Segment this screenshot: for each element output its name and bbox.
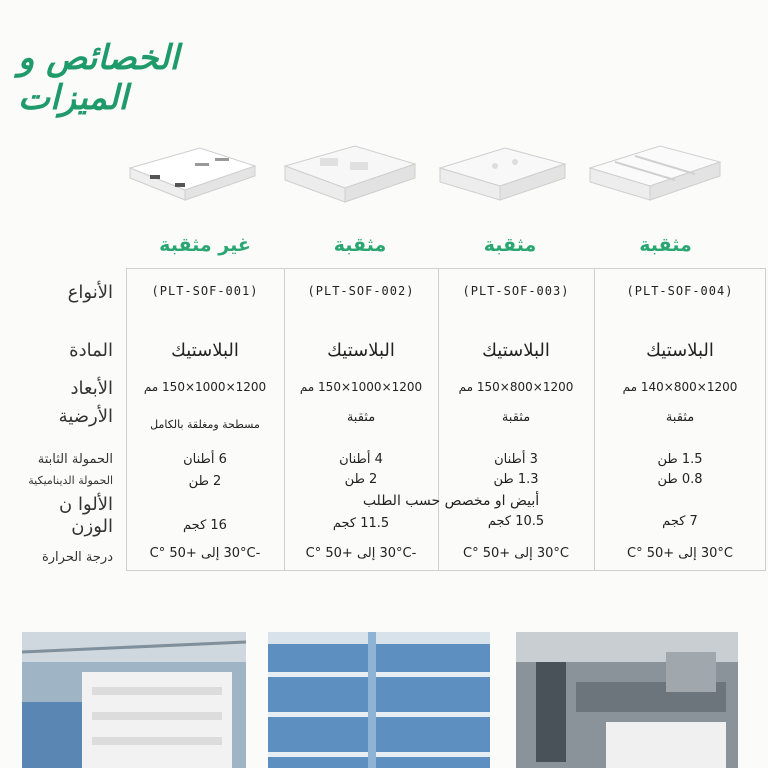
pallet-image-plt-sof-001 bbox=[120, 128, 260, 210]
type-code-003: (PLT-SOF-003) bbox=[462, 284, 570, 298]
row-label-dimensions: الأبعاد bbox=[70, 378, 113, 399]
dynamic-load-002: 2 طن bbox=[344, 472, 378, 487]
dimensions-003: 1200×800×150 مم bbox=[458, 380, 574, 394]
weight-001: 16 كجم bbox=[183, 518, 227, 533]
dynamic-load-003: 1.3 طن bbox=[493, 472, 539, 487]
table-divider bbox=[284, 268, 285, 570]
row-label-material: المادة bbox=[69, 340, 113, 361]
weight-003: 10.5 كجم bbox=[487, 514, 545, 529]
dimensions-001: 1200×1000×150 مم bbox=[143, 380, 267, 394]
material-001: البلاستيك bbox=[171, 340, 239, 361]
type-code-002: (PLT-SOF-002) bbox=[307, 284, 415, 298]
robotic-handling-photo bbox=[516, 632, 738, 768]
dynamic-load-001: 2 طن bbox=[188, 474, 222, 489]
bottles-on-pallets-photo bbox=[268, 632, 490, 768]
material-004: البلاستيك bbox=[646, 340, 714, 361]
type-code-004: (PLT-SOF-004) bbox=[626, 284, 734, 298]
pallet-image-plt-sof-002 bbox=[280, 128, 420, 210]
static-load-002: 4 أطنان bbox=[339, 452, 383, 467]
row-label-dynamic-load: الحمولة الديناميكية bbox=[28, 474, 113, 487]
static-load-003: 3 أطنان bbox=[494, 452, 538, 467]
row-label-colors: الألوا ن bbox=[59, 494, 113, 515]
material-003: البلاستيك bbox=[482, 340, 550, 361]
temperature-002: -30°C إلى +50 °C bbox=[305, 546, 417, 561]
weight-004: 7 كجم bbox=[662, 514, 698, 529]
table-divider bbox=[594, 268, 595, 570]
row-label-weight: الوزن bbox=[71, 516, 113, 537]
floor-004: مثقبة bbox=[665, 410, 695, 425]
floor-001: مسطحة ومغلقة بالكامل bbox=[150, 418, 260, 431]
pallet-image-plt-sof-003 bbox=[435, 128, 570, 210]
row-label-types: الأنواع bbox=[67, 282, 113, 303]
type-code-001: (PLT-SOF-001) bbox=[151, 284, 259, 298]
static-load-001: 6 أطنان bbox=[183, 452, 227, 467]
column-header-004: مثقبة bbox=[639, 234, 692, 256]
table-divider bbox=[438, 268, 439, 570]
table-bottom-border bbox=[126, 570, 766, 571]
table-divider bbox=[765, 268, 766, 570]
dimensions-004: 1200×800×140 مم bbox=[622, 380, 738, 394]
column-header-003: مثقبة bbox=[483, 234, 537, 256]
temperature-001: -30°C إلى +50 °C bbox=[149, 546, 261, 561]
row-label-temperature: درجة الحرارة bbox=[41, 550, 113, 565]
pallet-image-plt-sof-004 bbox=[585, 128, 725, 210]
table-top-border bbox=[126, 268, 766, 269]
floor-002: مثقبة bbox=[346, 410, 376, 425]
floor-003: مثقبة bbox=[501, 410, 531, 425]
page-title: الخصائص و الميزات bbox=[18, 38, 179, 118]
temperature-004: 30°C إلى +50 °C bbox=[627, 546, 733, 561]
dimensions-002: 1200×1000×150 مم bbox=[299, 380, 423, 394]
warehouse-photo bbox=[22, 632, 246, 768]
static-load-004: 1.5 طن bbox=[657, 452, 703, 467]
dynamic-load-004: 0.8 طن bbox=[657, 472, 703, 487]
table-divider bbox=[126, 268, 127, 570]
temperature-003: 30°C إلى +50 °C bbox=[463, 546, 569, 561]
colors-value: أبيض او مخصص حسب الطلب bbox=[362, 493, 540, 509]
weight-002: 11.5 كجم bbox=[332, 516, 390, 531]
row-label-static-load: الحمولة الثابتة bbox=[37, 452, 113, 467]
material-002: البلاستيك bbox=[327, 340, 395, 361]
column-header-002: مثقبة bbox=[333, 234, 387, 256]
column-header-001: غير مثقبة bbox=[159, 234, 251, 256]
row-label-floor: الأرضية bbox=[58, 406, 113, 427]
